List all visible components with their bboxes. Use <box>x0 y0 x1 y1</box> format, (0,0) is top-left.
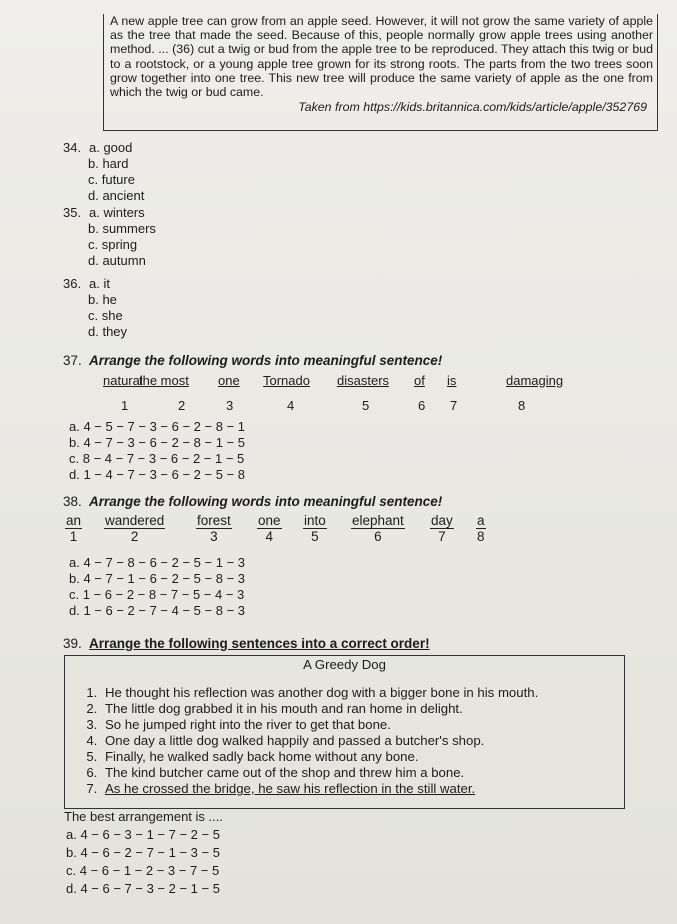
option-a[interactable]: a. 4 − 5 − 7 − 3 − 6 − 2 − 8 − 1 <box>69 419 246 434</box>
question-38 <box>63 494 442 510</box>
word: natural <box>103 373 143 388</box>
word: Tornado <box>263 373 310 388</box>
word-fraction: $\frac{an}{1}$ <box>66 513 82 544</box>
passage-text: A new apple tree can grow from an apple seed. However, it will not grow the same variety of apple as the tree that made the seed. Because of this, people normally grow apple trees using another method. ... (36) cut a twig or bud from the apple tree to be reproduced. They attach this twig or bud to a rootstock, or a young apple tree grown for its strong roots. The parts from the two trees soon grow together into one tree. This new tree will produce the same variety of apple as the one from which the twig or bud came. <box>110 14 653 100</box>
story-sentence: 6. The kind butcher came out of the shop and threw him a bone. <box>101 765 624 781</box>
question-number: 38. <box>63 494 82 509</box>
option-c[interactable]: c. 1 − 6 − 2 − 8 − 7 − 5 − 4 − 3 <box>69 587 245 602</box>
word: is <box>447 373 457 388</box>
option-b[interactable]: b. 4 − 6 − 2 − 7 − 1 − 3 − 5 <box>66 845 220 860</box>
word-number: 1 <box>121 398 129 413</box>
option-a[interactable]: a. it <box>89 276 110 291</box>
option-b[interactable]: b. 4 − 7 − 3 − 6 − 2 − 8 − 1 − 5 <box>69 435 246 450</box>
question-36 <box>63 276 110 292</box>
word: of <box>414 373 425 388</box>
story-title: A Greedy Dog <box>303 657 386 672</box>
word: damaging <box>506 373 564 388</box>
question-prompt: Arrange the following sentences into a correct order! <box>89 636 430 651</box>
option-b[interactable]: b. hard <box>88 156 129 171</box>
question-34 <box>63 140 132 156</box>
word-number: 5 <box>362 398 370 413</box>
question-number: 39. <box>63 636 82 651</box>
story-sentence: 7. As he crossed the bridge, he saw his reflection in the still water. <box>101 781 624 797</box>
word-number: 8 <box>518 398 526 413</box>
question-prompt: Arrange the following words into meaningful sentence! <box>89 353 443 368</box>
word-number: 2 <box>178 398 186 413</box>
question-number: 34. <box>63 140 82 155</box>
word: one <box>218 373 240 388</box>
word-fraction: one 4 <box>258 513 281 544</box>
option-c[interactable]: c. 4 − 6 − 1 − 2 − 3 − 7 − 5 <box>66 863 220 878</box>
reading-passage <box>103 14 658 131</box>
word-fraction: forest 3 <box>197 513 231 544</box>
option-d[interactable]: d. 1 − 4 − 7 − 3 − 6 − 2 − 5 − 8 <box>69 467 246 482</box>
word-fraction: into 5 <box>304 513 326 544</box>
word: disasters <box>337 373 390 388</box>
word-fraction: day 7 <box>431 513 453 544</box>
question-37 <box>63 353 442 369</box>
option-d[interactable]: d. ancient <box>88 188 145 203</box>
question-35 <box>63 205 145 221</box>
word-number: 6 <box>418 398 426 413</box>
option-d[interactable]: d. autumn <box>88 253 146 268</box>
question-number: 37. <box>63 353 82 368</box>
option-c[interactable]: c. she <box>88 308 123 323</box>
option-d[interactable]: d. 1 − 6 − 2 − 7 − 4 − 5 − 8 − 3 <box>69 603 246 618</box>
question-prompt: Arrange the following words into meaningful sentence! <box>89 494 443 509</box>
question-39 <box>63 636 430 652</box>
story-sentence: 5. Finally, he walked sadly back home without any bone. <box>101 749 624 765</box>
word-fraction: elephant 6 <box>352 513 404 544</box>
story-sentence: 1. He thought his reflection was another dog with a bigger bone in his mouth. <box>101 685 624 701</box>
option-b[interactable]: b. he <box>88 292 117 307</box>
option-d[interactable]: d. 4 − 6 − 7 − 3 − 2 − 1 − 5 <box>66 881 220 896</box>
word-number: 7 <box>450 398 458 413</box>
passage-source: Taken from https://kids.britannica.com/kids/article/apple/352769 <box>298 100 647 115</box>
word-number: 3 <box>226 398 234 413</box>
option-a[interactable]: a. 4 − 7 − 8 − 6 − 2 − 5 − 1 − 3 <box>69 555 246 570</box>
word-fraction: wandered 2 <box>105 513 165 544</box>
option-c[interactable]: c. spring <box>88 237 138 252</box>
word-number: 4 <box>287 398 295 413</box>
question-number: 36. <box>63 276 82 291</box>
story-sentence: 3. So he jumped right into the river to get that bone. <box>101 717 624 733</box>
option-a[interactable]: a. winters <box>89 205 145 220</box>
option-c[interactable]: c. future <box>88 172 135 187</box>
option-d[interactable]: d. they <box>88 324 128 339</box>
question-number: 35. <box>63 205 82 220</box>
story-sentence: 2. The little dog grabbed it in his mouth and ran home in delight. <box>101 701 624 717</box>
option-a[interactable]: a. good <box>89 140 133 155</box>
option-b[interactable]: b. 4 − 7 − 1 − 6 − 2 − 5 − 8 − 3 <box>69 571 246 586</box>
option-a[interactable]: a. 4 − 6 − 3 − 1 − 7 − 2 − 5 <box>66 827 220 842</box>
option-b[interactable]: b. summers <box>88 221 156 236</box>
option-c[interactable]: c. 8 − 4 − 7 − 3 − 6 − 2 − 1 − 5 <box>69 451 245 466</box>
story-sentence: 4. One day a little dog walked happily and passed a butcher's shop. <box>101 733 624 749</box>
arrangement-question: The best arrangement is .... <box>64 809 223 824</box>
word-fraction: $\frac{a}{8}$ <box>477 513 485 544</box>
story-box <box>64 655 625 809</box>
word: the most <box>139 373 189 388</box>
